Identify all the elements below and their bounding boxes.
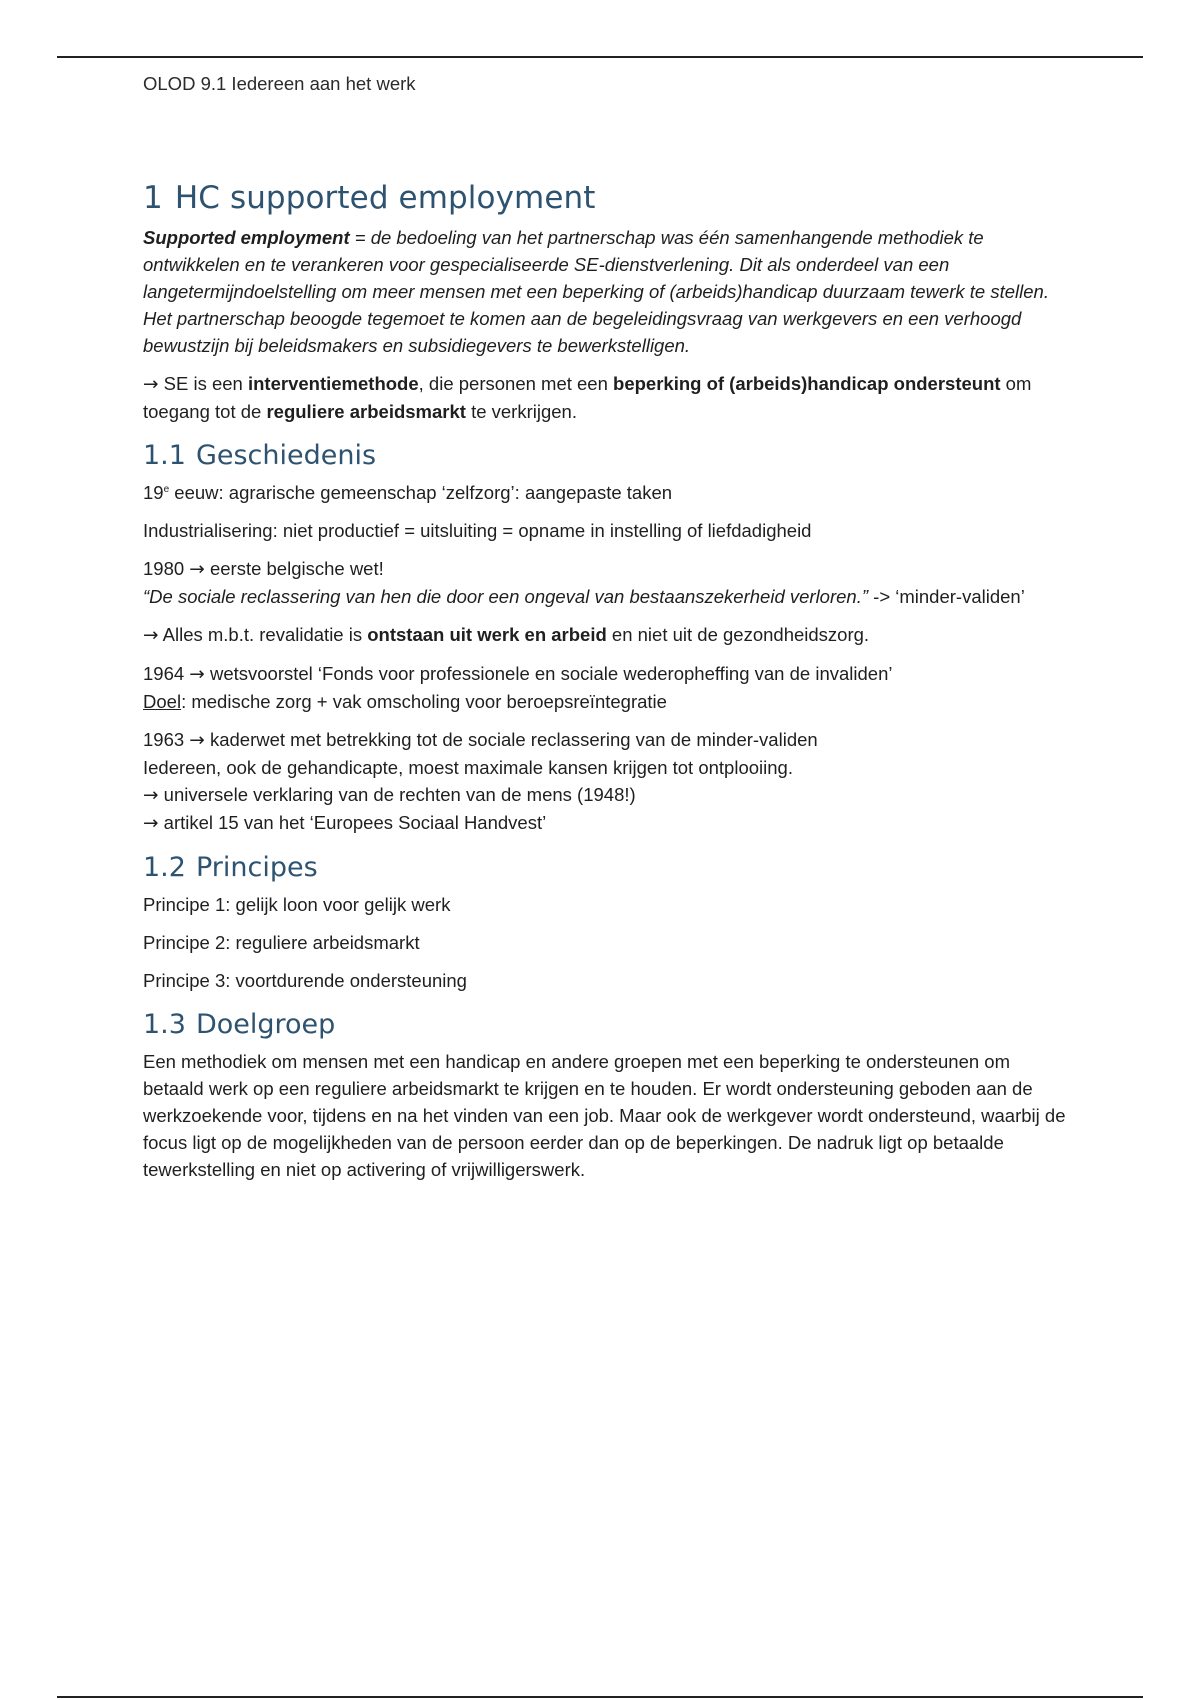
history-1964 <box>143 660 1073 715</box>
history-text: Alles m.b.t. revalidatie is <box>158 624 368 645</box>
history-text: 19 <box>143 482 164 503</box>
history-19th-century <box>143 479 1073 506</box>
se-text-3: om toegang tot de <box>143 373 1032 422</box>
history-text: artikel 15 van het ‘Europees Sociaal Handvest’ <box>158 812 547 833</box>
se-summary-paragraph <box>143 370 1073 425</box>
arrow-icon: → <box>189 559 205 580</box>
arrow-icon: → <box>189 664 205 685</box>
history-text: Iedereen, ook de gehandicapte, moest maximale kansen krijgen tot ontplooiing. <box>143 757 793 778</box>
history-text: eeuw: agrarische gemeenschap ‘zelfzorg’: aangepaste taken <box>169 482 673 503</box>
section-number: 1.2 <box>143 852 186 883</box>
footer-rule <box>57 1696 1143 1698</box>
history-text: kaderwet met betrekking tot de sociale reclassering van de minder-validen <box>204 729 818 750</box>
history-text: : medische zorg + vak omscholing voor beroepsreïntegratie <box>181 691 667 712</box>
definition-term: Supported employment <box>143 227 350 248</box>
history-text: universele verklaring van de rechten van de mens (1948!) <box>158 784 636 805</box>
chapter-number: 1 <box>143 180 163 216</box>
definition-text: = de bedoeling van het partnerschap was één samenhangende methodiek te ontwikkelen en te verankeren voor gespecialiseerde SE-dienstverlening. Dit als onderdeel van een langetermijndoelstelling om meer mensen met een beperking of (arbeids)handicap duurzaam tewerk te stellen. Het partnerschap beoogde tegemoet te komen aan de begeleidingsvraag van werkgevers en een verhoogd bewustzijn bij beleidsmakers en subsidiegevers te bewerkstelligen. <box>143 227 1049 356</box>
history-quote: “De sociale reclassering van hen die door een ongeval van bestaanszekerheid verloren.” <box>143 586 869 607</box>
arrow-icon: → <box>143 374 159 395</box>
section-heading-doelgroep <box>143 1008 1073 1042</box>
history-revalidation <box>143 621 1073 649</box>
history-text: 1964 <box>143 663 190 684</box>
definition-paragraph <box>143 224 1073 359</box>
section-heading-geschiedenis <box>143 439 1073 473</box>
arrow-icon: → <box>143 625 159 646</box>
se-bold-1: interventiemethode <box>247 373 419 394</box>
section-number: 1.1 <box>143 440 186 471</box>
history-text: eerste belgische wet! <box>204 558 384 579</box>
section-number: 1.3 <box>143 1009 186 1040</box>
arrow-icon: → <box>143 785 159 806</box>
doel-label: Doel <box>143 691 182 712</box>
history-1980 <box>143 555 1073 610</box>
se-text-4: te verkrijgen. <box>465 401 577 422</box>
document-body <box>143 72 1073 1194</box>
header-rule <box>57 56 1143 58</box>
history-text: 1980 <box>143 558 190 579</box>
section-title: Principes <box>195 852 318 883</box>
section-heading-principes <box>143 851 1073 885</box>
history-text: 1963 <box>143 729 190 750</box>
principle-item: Principe 3: voortdurende ondersteuning <box>143 970 467 991</box>
se-bold-3: reguliere arbeidsmarkt <box>266 401 466 422</box>
doelgroep-paragraph: Een methodiek om mensen met een handicap en andere groepen met een beperking te ondersteunen om betaald werk op een reguliere arbeidsmarkt te krijgen en te houden. Er wordt ondersteuning geboden aan de werkzoekende voor, tijdens en na het vinden van een job. Maar ook de werkgever wordt ondersteund, waarbij de focus ligt op de mogelijkheden van de persoon eerder dan op de beperkingen. De nadruk ligt op betaalde tewerkstelling en niet op activering of vrijwilligerswerk. <box>143 1051 1066 1180</box>
arrow-icon: → <box>143 813 159 834</box>
history-industrialisation: Industrialisering: niet productief = uitsluiting = opname in instelling of liefdadigheid <box>143 520 812 541</box>
arrow-icon: → <box>189 730 205 751</box>
history-bold: ontstaan uit werk en arbeid <box>367 624 607 645</box>
principle-item: Principe 2: reguliere arbeidsmarkt <box>143 932 420 953</box>
history-text: -> ‘minder-validen’ <box>868 586 1025 607</box>
section-title: Geschiedenis <box>195 440 377 471</box>
chapter-title: HC supported employment <box>174 180 596 216</box>
principle-item: Principe 1: gelijk loon voor gelijk werk <box>143 894 451 915</box>
history-1963 <box>143 726 1073 837</box>
se-text-1: SE is een <box>158 373 248 394</box>
superscript: e <box>163 483 170 495</box>
history-text: wetsvoorstel ‘Fonds voor professionele en sociale wederopheffing van de invaliden’ <box>204 663 893 684</box>
section-title: Doelgroep <box>195 1009 336 1040</box>
history-text: en niet uit de gezondheidszorg. <box>606 624 870 645</box>
chapter-heading <box>143 178 1073 218</box>
se-bold-2: beperking of (arbeids)handicap ondersteunt <box>613 373 1001 394</box>
se-text-2: , die personen met een <box>418 373 614 394</box>
page-header: OLOD 9.1 Iedereen aan het werk <box>143 73 416 94</box>
